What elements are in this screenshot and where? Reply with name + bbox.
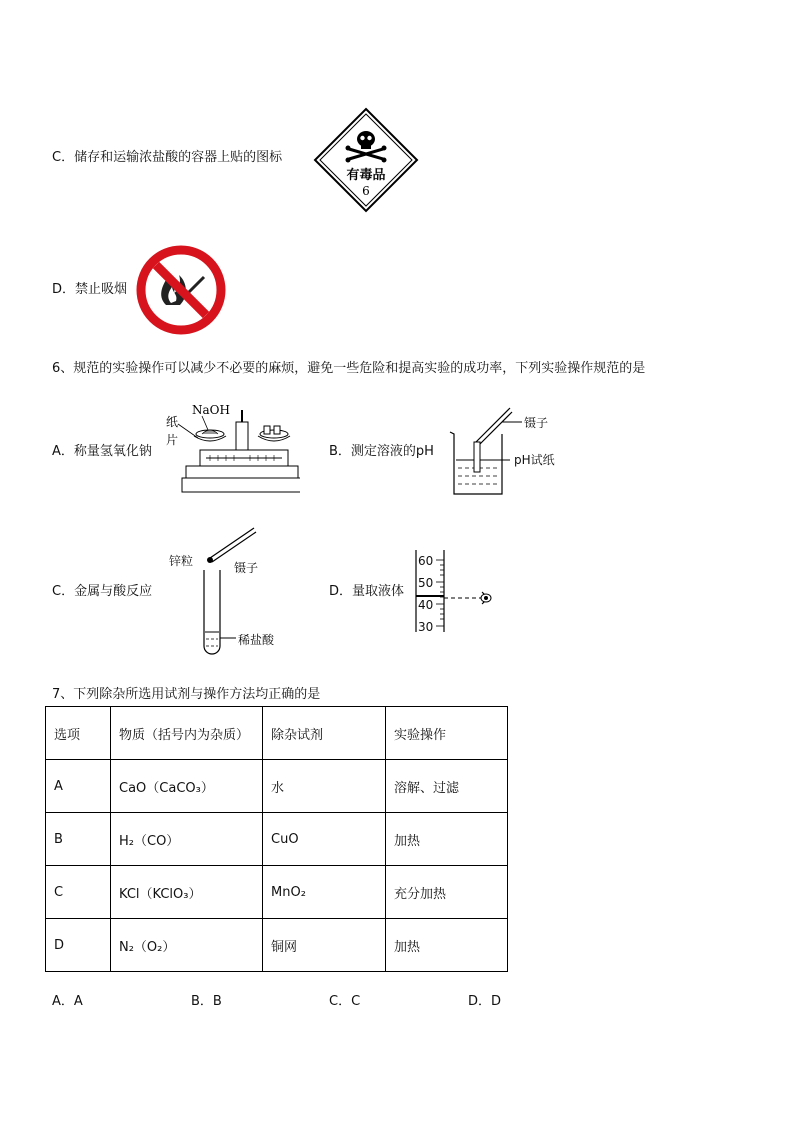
- tick-40: 40: [418, 598, 434, 612]
- table-row: [46, 866, 508, 919]
- table-row: [46, 919, 508, 972]
- table-cell: C: [46, 866, 111, 919]
- tweezers-label-c: 镊子: [234, 561, 259, 575]
- q6-option-b-text: B．测定溶液的pH: [329, 444, 434, 459]
- table-header-row: [46, 707, 508, 760]
- table-cell: CuO: [263, 813, 386, 866]
- table-cell: KCl（KClO₃）: [111, 866, 263, 919]
- table-cell: D: [46, 919, 111, 972]
- q7-choice-b: B．B: [191, 994, 222, 1009]
- table-row: [46, 813, 508, 866]
- header-cell: 物质（括号内为杂质）: [111, 707, 263, 760]
- svg-text:纸: 纸: [166, 415, 179, 429]
- naoh-label: NaOH: [192, 403, 230, 417]
- header-cell: 选项: [46, 707, 111, 760]
- table-cell: A: [46, 760, 111, 813]
- q6-option-c-text: C．金属与酸反应: [52, 584, 153, 599]
- table-cell: 水: [263, 760, 386, 813]
- tick-30: 30: [418, 620, 434, 634]
- zinc-label: 锌粒: [169, 554, 194, 568]
- header-cell: 除杂试剂: [263, 707, 386, 760]
- option-c-text: C．储存和运输浓盐酸的容器上贴的图标: [52, 150, 283, 165]
- q7-choice-c: C．C: [329, 994, 361, 1009]
- q7-choice-a: A．A: [52, 994, 83, 1009]
- table-cell: 溶解、过滤: [386, 760, 508, 813]
- table-cell: CaO（CaCO₃）: [111, 760, 263, 813]
- ph-paper-label: pH试纸: [514, 453, 555, 467]
- table-cell: 充分加热: [386, 866, 508, 919]
- table-cell: 加热: [386, 919, 508, 972]
- tweezers-label-b: 镊子: [524, 416, 549, 430]
- balance-figure: [160, 400, 300, 496]
- table-cell: 加热: [386, 813, 508, 866]
- poison-sign-text: 有毒品: [346, 168, 386, 183]
- dilute-acid-label: 稀盐酸: [238, 633, 275, 647]
- q7-table: [45, 706, 508, 972]
- no-smoking-icon: [136, 245, 226, 335]
- option-d-text: D．禁止吸烟: [52, 282, 128, 297]
- q7-stem: 7、下列除杂所选用试剂与操作方法均正确的是: [52, 687, 321, 702]
- q7-choice-d: D．D: [468, 994, 502, 1009]
- poison-sign-class: 6: [362, 184, 370, 198]
- table-cell: H₂（CO）: [111, 813, 263, 866]
- table-row: [46, 760, 508, 813]
- table-cell: 铜网: [263, 919, 386, 972]
- poison-sign-icon: [313, 107, 419, 213]
- header-cell: 实验操作: [386, 707, 508, 760]
- q6-stem: 6、规范的实验操作可以减少不必要的麻烦，避免一些危险和提高实验的成功率，下列实验操作规范的是: [52, 361, 646, 376]
- table-cell: N₂（O₂）: [111, 919, 263, 972]
- svg-text:片: 片: [166, 433, 179, 447]
- table-cell: MnO₂: [263, 866, 386, 919]
- q6-option-d-text: D．量取液体: [329, 584, 405, 599]
- table-cell: B: [46, 813, 111, 866]
- tick-60: 60: [418, 554, 434, 568]
- tick-50: 50: [418, 576, 434, 590]
- q6-option-a-text: A．称量氢氧化钠: [52, 444, 152, 459]
